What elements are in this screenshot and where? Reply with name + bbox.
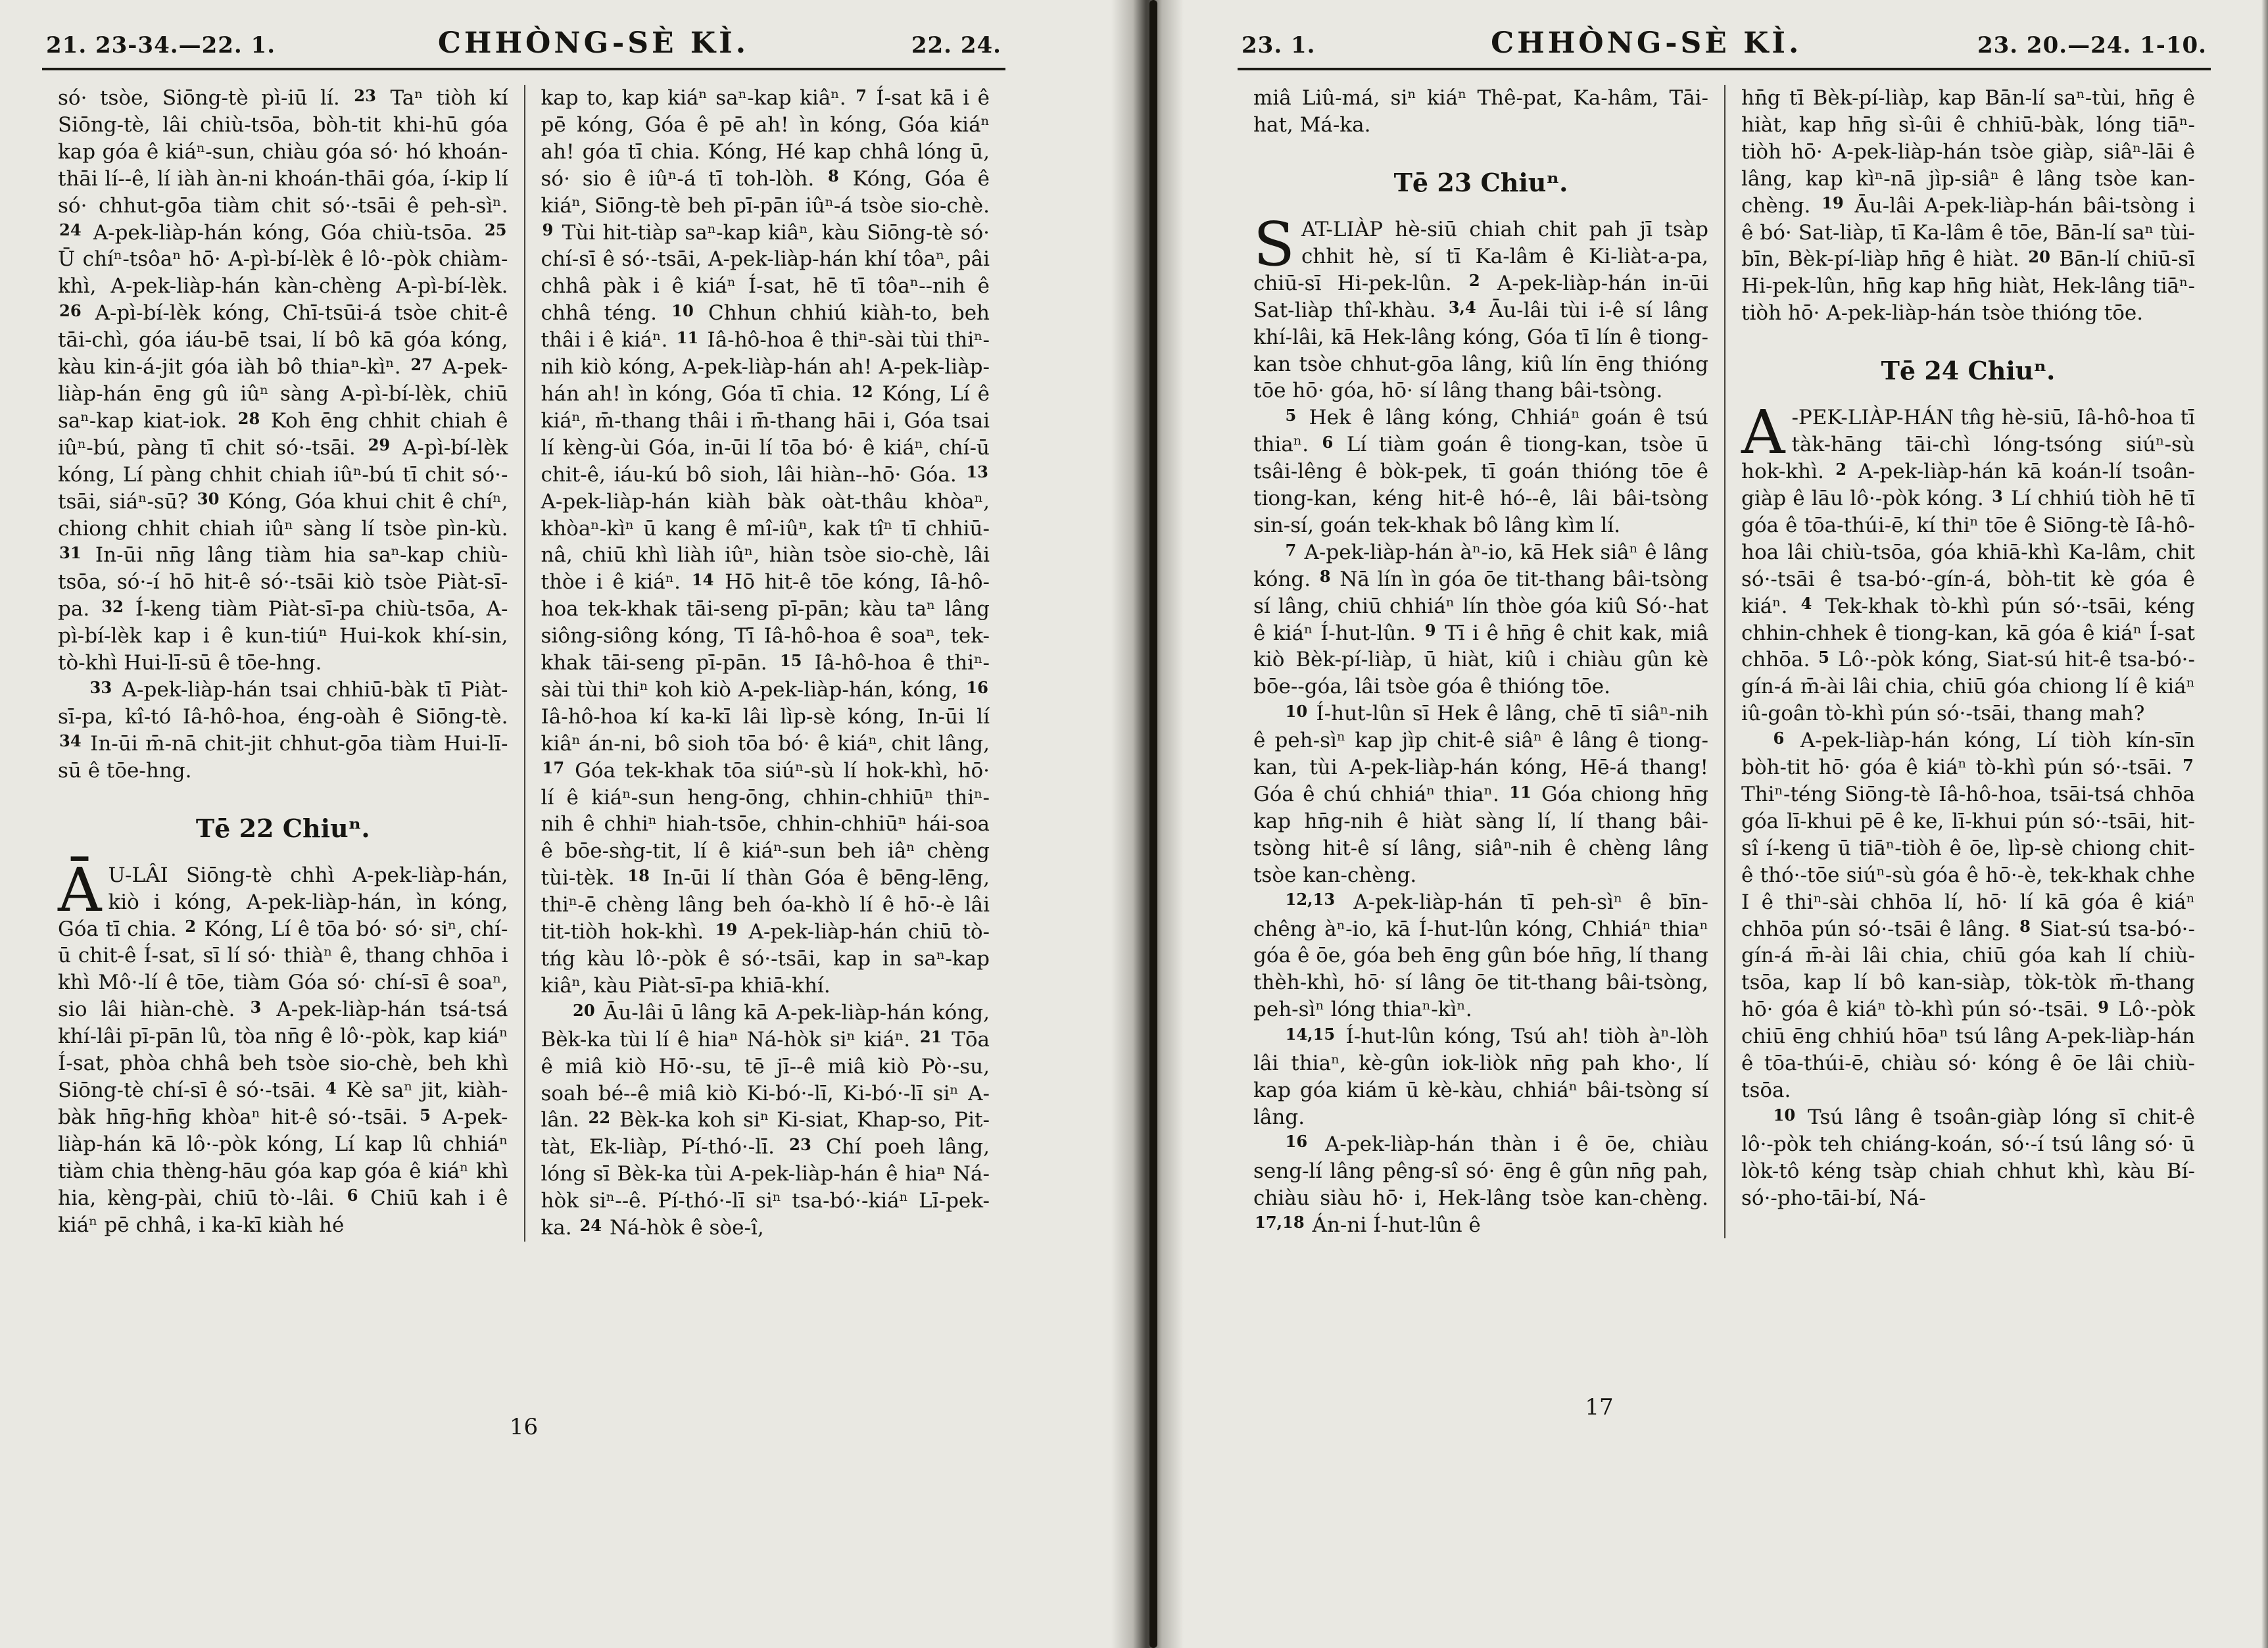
paragraph: 5 Hek ê lâng kóng, Chhiáⁿ goán ê tsú thiaⁿ. 6 Lí tiàm goán ê tiong-kan, tsòe ū tsâi-lêng ê bòk-pek, tī goán thióng tōe ê tiong-kan, kéng hit-ê hó--ê, lâi bâi-tsòng sin-sí, goán tek-khak bô lâng kìm lí. — [1253, 406, 1708, 537]
verse-number: 11 — [1509, 782, 1532, 802]
paragraph: 10 Tsú lâng ê tsoân-giàp lóng sī chit-ê lô·-pòk teh chiáng-koán, só·-í tsú lâng só· ū lòk-tô kéng tsàp chiah chhut khì, kàu Bí-só·-pho-tāi-bí, Ná- — [1741, 1105, 2195, 1210]
paragraph: só· tsòe, Siōng-tè pì-iū lí. 23 Taⁿ tiòh kí Siōng-tè, lâi chiù-tsōa, bòh-tit khi-hū góa kap góa ê kiáⁿ-sun, chiàu góa só· hó khoán-thāi lí--ê, lí iàh àn-ni khoán-thāi góa, í-kip lí só· chhut-gōa tiàm chit só·-tsāi ê peh-sìⁿ. 24 A-pek-liàp-hán kóng, Góa chiù-tsōa. 25 Ū chíⁿ-tsôaⁿ hō· A-pì-bí-lèk ê lô·-pòk chiàm-khì, A-pek-liàp-hán kàn-chèng A-pì-bí-lèk. 26 A-pì-bí-lèk kóng, Chī-tsūi-á tsòe chit-ê tāi-chì, góa iáu-bē tsai, lí bô kā góa kóng, kàu kin-á-jit góa iàh bô thiaⁿ-kìⁿ. 27 A-pek-liàp-hán ēng gû iûⁿ sàng A-pì-bí-lèk, chiū saⁿ-kap kiat-iok. 28 Koh ēng chhit chiah ê iûⁿ-bú, pàng tī chit só·-tsāi. 29 A-pì-bí-lèk kóng, Lí pàng chhit chiah iûⁿ-bú tī chit só·-tsāi, siáⁿ-sū? 30 Kóng, Góa khui chit ê chíⁿ, chiong chhit chiah iûⁿ sàng lí tsòe pìn-kù. 31 In-ūi nn̄g lâng tiàm hia saⁿ-kap chiù-tsōa, só·-í hō hit-ê só·-tsāi kiò tsòe Piàt-sī-pa. 32 Í-keng tiàm Piàt-sī-pa chiù-tsōa, A-pì-bí-lèk kap i ê kun-tiúⁿ Hui-kok khí-sin, tò-khì Hui-lī-sū ê tōe-hng. — [58, 85, 508, 675]
text-columns — [42, 85, 1005, 1242]
verse-number: 17 — [542, 758, 565, 778]
text-column — [524, 85, 1006, 1242]
drop-cap: A — [1741, 397, 1785, 468]
verse-number: 3,4 — [1448, 298, 1476, 318]
paragraph: 33 A-pek-liàp-hán tsai chhiū-bàk tī Piàt-sī-pa, kî-tó Iâ-hô-hoa, éng-oàh ê Siōng-tè. 34 In-ūi m̄-nā chit-jit chhut-gōa tiàm Hui-lī-sū ê tōe-hng. — [58, 677, 508, 783]
text-columns — [1238, 85, 2211, 1238]
verse-number: 8 — [2019, 917, 2031, 936]
paragraph: 6 A-pek-liàp-hán kóng, Lí tiòh kín-sīn bòh-tit hō· góa ê kiáⁿ tò-khì pún só·-tsāi. 7 Thiⁿ-téng Siōng-tè Iâ-hô-hoa, tsāi-tsá chhōa góa lī-khui pē ê ke, lī-khui pún só·-tsāi, hit-sî í-keng ū tiāⁿ-tiòh ê ōe, lìp-sè chiong chit-ê thó·-tōe siúⁿ-sù góa ê hō·-è, tek-khak chhe I ê thiⁿ-sài chhōa lí, hō· lí kā góa ê kiáⁿ chhōa pún só·-tsāi ê lâng. 8 Siat-sú tsa-bó·-gín-á m̄-ài lâi chia, chiū góa kah lí chiù-tsōa, kap lí bô kan-siàp, tòk-tòk m̄-thang hō· góa ê kiáⁿ tò-khì pún só·-tsāi. 9 Lô·-pòk chiū ēng chhiú hōaⁿ tsú lâng A-pek-liàp-hán ê tōa-thúi-ē, chiàu só· kóng ê ōe lâi chiù-tsōa. — [1741, 728, 2195, 1102]
paragraph: kap to, kap kiáⁿ saⁿ-kap kiâⁿ. 7 Í-sat kā i ê pē kóng, Góa ê pē ah! ìn kóng, Góa kiáⁿ ah! góa tī chia. Kóng, Hé kap chhâ lóng ū, só· sio ê iûⁿ-á tī toh-lòh. 8 Kóng, Góa ê kiáⁿ, Siōng-tè beh pī-pān iûⁿ-á tsòe sio-chè. 9 Tùi hit-tiàp saⁿ-kap kiâⁿ, kàu Siōng-tè só· chí-sī ê só·-tsāi, A-pek-liàp-hán khí tôaⁿ, pâi chhâ pàk i ê kiáⁿ Í-sat, hē tī tôaⁿ--nih ê chhâ téng. 10 Chhun chhiú kiàh-to, beh thâi i ê kiáⁿ. 11 Iâ-hô-hoa ê thiⁿ-sài tùi thiⁿ-nih kiò kóng, A-pek-liàp-hán ah! A-pek-liàp-hán ah! ìn kóng, Góa tī chia. 12 Kóng, Lí ê kiáⁿ, m̄-thang thâi i m̄-thang hāi i, Góa tsai lí kèng-ùi Góa, in-ūi lí tōa bó· ê kiáⁿ, chí-ū chit-ê, iáu-kú bô sioh, lâi hiàn--hō· Góa. 13 A-pek-liàp-hán kiàh bàk oàt-thâu khòaⁿ, khòaⁿ-kìⁿ ū kang ê mî-iûⁿ, kak tîⁿ tī chhiū-nâ, chiū khì liàh iûⁿ, hiàn tsòe sio-chè, lâi thòe i ê kiáⁿ. 14 Hō hit-ê tōe kóng, Iâ-hô-hoa tek-khak tāi-seng pī-pān; kàu taⁿ lâng siông-siông kóng, Tī Iâ-hô-hoa ê soaⁿ, tek-khak tāi-seng pī-pān. 15 Iâ-hô-hoa ê thiⁿ-sài tùi thiⁿ koh kiò A-pek-liàp-hán, kóng, 16 Iâ-hô-hoa kí ka-kī lâi lìp-sè kóng, In-ūi lí kiâⁿ án-ni, bô sioh tōa bó· ê kiáⁿ, chit lâng, 17 Góa tek-khak tōa siúⁿ-sù lí hok-khì, hō· lí ê kiáⁿ-sun heng-ōng, chhin-chhiūⁿ thiⁿ-nih ê chhiⁿ hiah-tsōe, chhin-chhiūⁿ hái-soa ê bōe-sǹg-tit, lí ê kiáⁿ-sun beh iâⁿ chèng tùi-tèk. 18 In-ūi lí thàn Góa ê bēng-lēng, thiⁿ-ē chèng lâng beh óa-khò lí ê hō·-è lâi tit-tiòh hok-khì. 19 A-pek-liàp-hán chiū tò-tńg kàu lô·-pòk ê só·-tsāi, kap in saⁿ-kap kiâⁿ, kàu Piàt-sī-pa khiā-khí. — [541, 85, 990, 998]
header-rule — [1238, 68, 2211, 70]
verse-number: 22 — [588, 1108, 611, 1128]
verse-number: 10 — [1773, 1105, 1796, 1125]
left-page — [42, 26, 1005, 1242]
page-number: 16 — [509, 1414, 539, 1440]
verse-number: 27 — [410, 354, 433, 374]
right-page — [1238, 26, 2211, 1238]
verse-number: 20 — [2028, 247, 2050, 267]
running-title: CHHÒNG-SÈ KÌ. — [1491, 26, 1802, 60]
verse-number: 19 — [715, 919, 738, 939]
verse-number: 10 — [1285, 701, 1308, 721]
verse-number: 7 — [856, 85, 867, 105]
page-edge-shadow — [2261, 0, 2268, 1648]
verse-number: 6 — [1322, 432, 1334, 452]
verse-number: 13 — [966, 462, 988, 482]
verse-number: 9 — [542, 220, 554, 240]
verse-number: 21 — [919, 1027, 942, 1047]
paragraph: 14,15 Í-hut-lûn kóng, Tsú ah! tiòh àⁿ-lòh lâi thiaⁿ, kè-gûn iok-liòk nn̄g pah kho·, lí kap góa kiám ū kè-kàu, chhiáⁿ bâi-tsòng sí lâng. — [1253, 1024, 1708, 1129]
right-page-header — [1238, 26, 2211, 60]
left-page-header — [42, 26, 1005, 60]
verse-number: 4 — [1800, 594, 1812, 614]
page-number: 17 — [1585, 1394, 1614, 1420]
verse-number: 17,18 — [1255, 1213, 1305, 1232]
header-ref-left: 23. 1. — [1242, 32, 1316, 59]
header-ref-left: 21. 23-34.—22. 1. — [46, 32, 276, 59]
verse-number: 14,15 — [1285, 1024, 1336, 1044]
paragraph: Ā U-LÂI Siōng-tè chhì A-pek-liàp-hán, kiò i kóng, A-pek-liàp-hán, ìn kóng, Góa tī chia. 2 Kóng, Lí ê tōa bó· só· siⁿ, chí-ū chit-ê Í-sat, sī lí só· thiàⁿ ê, thang chhōa i khì Mô·-lí ê tōe, tiàm Góa só· chí-sī ê soaⁿ, sio lâi hiàn-chè. 3 A-pek-liàp-hán tsá-tsá khí-lâi pī-pān lû, tòa nn̄g ê lô·-pòk, kap kiáⁿ Í-sat, phòa chhâ beh tsòe sio-chè, beh khì Siōng-tè chí-sī ê só·-tsāi. 4 Kè saⁿ jit, kiàh-bàk hn̄g-hn̄g khòaⁿ hit-ê só·-tsāi. 5 A-pek-liàp-hán kā lô·-pòk kóng, Lí kap lû chhiáⁿ tiàm chia thèng-hāu góa kap góa ê kiáⁿ khì hia, kèng-pài, chiū tò·-lâi. 6 Chiū kah i ê kiáⁿ pē chhâ, i ka-kī kiàh hé — [58, 854, 508, 1237]
running-title: CHHÒNG-SÈ KÌ. — [437, 26, 750, 60]
verse-number: 24 — [59, 220, 82, 240]
verse-number: 23 — [789, 1135, 811, 1155]
paragraph: miâ Liû-má, siⁿ kiáⁿ Thê-pat, Ka-hâm, Tāi-hat, Má-ka. — [1253, 86, 1708, 137]
verse-number: 12,13 — [1285, 890, 1336, 909]
verse-number: 19 — [1822, 193, 1844, 213]
verse-number: 26 — [59, 301, 82, 320]
verse-number: 12 — [851, 381, 873, 401]
verse-number: 7 — [1285, 540, 1297, 560]
verse-number: 14 — [691, 570, 714, 589]
verse-number: 25 — [484, 220, 507, 240]
paragraph: SAT-LIÀP hè-siū chiah chit pah jī tsàp chhit hè, sí tī Ka-lâm ê Ki-liàt-a-pa, chiū-sī Hi-pek-lûn. 2 A-pek-liàp-hán in-ūi Sat-liàp thî-khàu. 3,4 Āu-lâi tùi i-ê sí lâng khí-lâi, kā Hek-lâng kóng, Góa tī lín ê tiong-kan tsòe chhut-gōa lâng, kiû lín ēng thióng tōe hō· góa, hō· sí lâng thang bâi-tsòng. — [1253, 208, 1708, 403]
verse-number: 29 — [368, 435, 391, 455]
verse-number: 5 — [1818, 648, 1829, 667]
verse-number: 15 — [779, 650, 802, 670]
verse-number: 8 — [827, 166, 839, 186]
verse-number: 24 — [579, 1215, 602, 1235]
drop-cap: Ā — [58, 854, 102, 925]
paragraph: 7 A-pek-liàp-hán àⁿ-io, kā Hek siâⁿ ê lâng kóng. 8 Nā lín ìn góa ōe tit-thang bâi-tsòng sí lâng, chiū chhiáⁿ lín thòe góa kiû Só·-hat ê kiáⁿ Í-hut-lûn. 9 Tī i ê hn̄g ê chit kak, miâ kiò Bèk-pí-liàp, ū hiàt, kiû i chiàu gûn kè bōe--góa, lâi tsòe góa ê thióng tōe. — [1253, 540, 1708, 699]
verse-number: 9 — [2098, 997, 2110, 1017]
paragraph: hn̄g tī Bèk-pí-liàp, kap Bān-lí saⁿ-tùi, hn̄g ê hiàt, kap hn̄g sì-ûi ê chhiū-bàk, lóng tiāⁿ-tiòh hō· A-pek-liàp-hán tsòe giàp, siâⁿ-lāi ê lâng, kap kìⁿ-nā jìp-siâⁿ ê lâng tsòe kan-chèng. 19 Āu-lâi A-pek-liàp-hán bâi-tsòng i ê bó· Sat-liàp, tī Ka-lâm ê tōe, Bān-lí saⁿ tùi-bīn, Bèk-pí-liàp hn̄g ê hiàt. 20 Bān-lí chiū-sī Hi-pek-lûn, hn̄g kap hn̄g hiàt, Hek-lâng tiāⁿ-tiòh hō· A-pek-liàp-hán tsòe thióng tōe. — [1741, 86, 2196, 326]
verse-number: 23 — [354, 85, 376, 105]
book-binding-line — [1149, 0, 1157, 1648]
verse-number: 33 — [89, 677, 112, 697]
chapter-heading: Tē 22 Chiuⁿ. — [195, 813, 370, 843]
verse-number: 2 — [1468, 271, 1480, 291]
verse-number: 6 — [1773, 728, 1785, 748]
verse-number: 8 — [1319, 567, 1331, 587]
text-column — [1724, 85, 2211, 1238]
header-ref-right: 23. 20.—24. 1-10. — [1977, 32, 2207, 59]
chapter-heading: Tē 24 Chiuⁿ. — [1881, 356, 2056, 386]
paragraph: 10 Í-hut-lûn sī Hek ê lâng, chē tī siâⁿ-nih ê peh-sìⁿ kap jìp chit-ê siâⁿ ê lâng ê tiong-kan, tùi A-pek-liàp-hán kóng, Hē-á thang! Góa ê chú chhiáⁿ thiaⁿ. 11 Góa chiong hn̄g kap hn̄g-nih ê hiàt sàng lí, lí thang bâi-tsòng hit-ê sí lâng, siâⁿ-nih ê chèng lâng tsòe kan-chèng. — [1253, 701, 1708, 887]
book-gutter-shadow — [1111, 0, 1184, 1648]
verse-number: 16 — [966, 677, 988, 697]
verse-number: 34 — [59, 731, 82, 751]
verse-number: 5 — [420, 1105, 431, 1125]
verse-number: 28 — [237, 408, 260, 428]
verse-number: 3 — [1991, 486, 2003, 506]
verse-number: 31 — [59, 543, 82, 563]
verse-number: 2 — [1835, 459, 1847, 479]
verse-number: 11 — [676, 327, 699, 347]
verse-number: 9 — [1424, 621, 1436, 641]
verse-number: 10 — [671, 301, 694, 320]
header-rule — [42, 68, 1005, 70]
chapter-heading: Tē 23 Chiuⁿ. — [1393, 167, 1568, 197]
verse-number: 18 — [627, 865, 650, 885]
verse-number: 2 — [185, 917, 197, 936]
drop-cap: S — [1253, 208, 1295, 279]
paragraph: 12,13 A-pek-liàp-hán tī peh-sìⁿ ê bīn-chêng àⁿ-io, kā Í-hut-lûn kóng, Chhiáⁿ thiaⁿ góa ê ōe, góa beh ēng gûn bóe hn̄g, lí thang thèh-khì, hō· sí lâng ōe tit-thang bâi-tsòng, peh-sìⁿ lóng thiaⁿ-kìⁿ. — [1253, 890, 1708, 1022]
header-ref-right: 22. 24. — [911, 32, 1001, 59]
verse-number: 6 — [347, 1186, 358, 1205]
verse-number: 4 — [326, 1078, 337, 1098]
text-column — [42, 85, 524, 1242]
paragraph: 16 A-pek-liàp-hán thàn i ê ōe, chiàu seng-lí lâng pêng-sî só· ēng ê gûn nn̄g pah, chiàu siàu hō· i, Hek-lâng tsòe kan-chèng. 17,18 Án-ni Í-hut-lûn ê — [1253, 1132, 1708, 1237]
verse-number: 32 — [101, 596, 124, 616]
verse-number: 30 — [197, 489, 220, 509]
verse-number: 16 — [1285, 1132, 1308, 1151]
verse-number: 20 — [573, 1000, 595, 1020]
paragraph: A -PEK-LIÀP-HÁN tn̂g hè-siū, Iâ-hô-hoa tī tàk-hāng tāi-chì lóng-tsóng siúⁿ-sù hok-khì. 2 A-pek-liàp-hán kā koán-lí tsoân-giàp ê lāu lô·-pòk kóng. 3 Lí chhiú tiòh hē tī góa ê tōa-thúi-ē, kí thiⁿ tōe ê Siōng-tè Iâ-hô-hoa lâi chiù-tsōa, góa khiā-khì Ka-lâm, chit só·-tsāi ê tsa-bó·-gín-á, bòh-tit kè góa ê kiáⁿ. 4 Tek-khak tò-khì pún só·-tsāi, kéng chhin-chhek ê tiong-kan, kā góa ê kiáⁿ Í-sat chhōa. 5 Lô·-pòk kóng, Siat-sú hit-ê tsa-bó·-gín-á m̄-ài lâi chia, chiū góa chiong lí ê kiáⁿ iû-goân tò-khì pún só·-tsāi, thang mah? — [1741, 397, 2195, 726]
verse-number: 7 — [2183, 755, 2194, 775]
paragraph: 20 Āu-lâi ū lâng kā A-pek-liàp-hán kóng, Bèk-ka tùi lí ê hiaⁿ Ná-hòk siⁿ kiáⁿ. 21 Tōa ê miâ kiò Hō·-su, tē jī--ê miâ kiò Pò·-su, soah bé--ê miâ kiò Ki-bó·-lī, Ki-bó·-lī siⁿ A-lân. 22 Bèk-ka koh siⁿ Ki-siat, Khap-so, Pit-tàt, Ek-liàp, Pí-thó·-lī. 23 Chí poeh lâng, lóng sī Bèk-ka tùi A-pek-liàp-hán ê hiaⁿ Ná-hòk siⁿ--ê. Pí-thó·-lī siⁿ tsa-bó·-kiáⁿ Lī-pek-ka. 24 Ná-hòk ê sòe-î, — [541, 1000, 990, 1240]
text-column — [1238, 85, 1724, 1238]
verse-number: 3 — [250, 997, 262, 1017]
verse-number: 5 — [1285, 406, 1297, 425]
